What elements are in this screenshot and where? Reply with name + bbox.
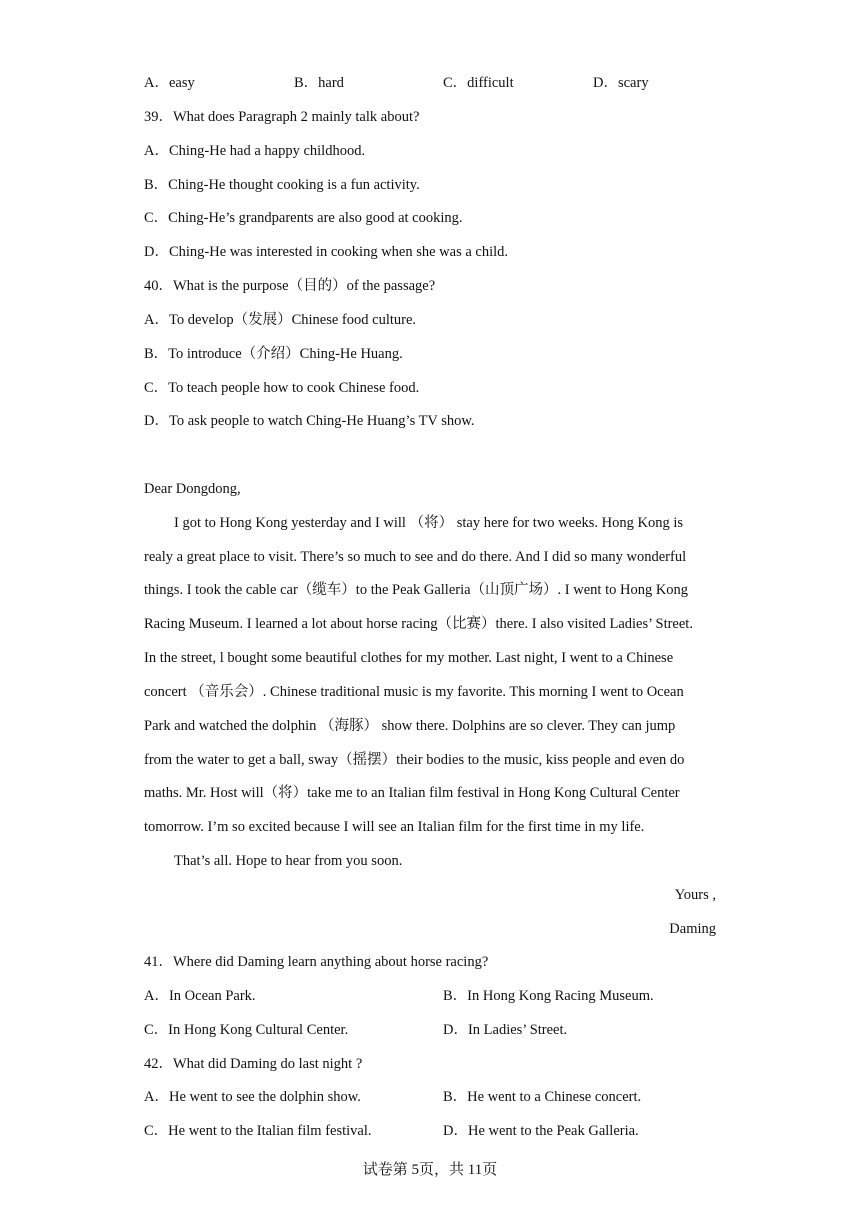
letter-line: realy a great place to visit. There’s so much to see and do there. And I did so many wonderful bbox=[144, 549, 687, 565]
letter-greeting: Dear Dongdong, bbox=[144, 481, 241, 497]
letter-line: things. I took the cable car（缆车）to the Peak Galleria（山顶广场）. I went to Hong Kong bbox=[144, 582, 689, 598]
letter-line: tomorrow. I’m so excited because I will see an Italian film for the first time in my life. bbox=[144, 819, 645, 835]
q41-question: 41．Where did Daming learn anything about horse racing? bbox=[144, 954, 489, 970]
q40-question: 40．What is the purpose（目的）of the passage? bbox=[144, 278, 436, 294]
q40-option-a: A．To develop（发展）Chinese food culture. bbox=[144, 312, 417, 328]
q41-options-row-2 bbox=[144, 1021, 744, 1039]
q41-option-b: B．In Hong Kong Racing Museum. bbox=[443, 988, 654, 1004]
q39-option-b: B．Ching-He thought cooking is a fun activity. bbox=[144, 177, 420, 193]
letter-closing-line: That’s all. Hope to hear from you soon. bbox=[174, 853, 403, 869]
q42-option-c: C．He went to the Italian film festival. bbox=[144, 1123, 372, 1139]
q38-option-a: A．easy bbox=[144, 75, 195, 91]
q42-option-b: B．He went to a Chinese concert. bbox=[443, 1089, 642, 1105]
letter-line: I got to Hong Kong yesterday and I will （将） stay here for two weeks. Hong Kong is bbox=[174, 515, 684, 531]
q38-option-d: D．scary bbox=[593, 75, 649, 91]
letter-line: Park and watched the dolphin （海豚） show there. Dolphins are so clever. They can jump bbox=[144, 718, 676, 734]
q38-option-c: C．difficult bbox=[443, 75, 514, 91]
q38-option-b: B．hard bbox=[294, 75, 344, 91]
q42-option-a: A．He went to see the dolphin show. bbox=[144, 1089, 361, 1105]
q40-option-b: B．To introduce（介绍）Ching-He Huang. bbox=[144, 346, 403, 362]
q41-options-row-1 bbox=[144, 987, 744, 1005]
q40-option-d: D．To ask people to watch Ching-He Huang’s TV show. bbox=[144, 413, 475, 429]
letter-sign-off: Yours , bbox=[674, 887, 716, 903]
letter-signature: Daming bbox=[669, 921, 716, 937]
q41-option-d: D．In Ladies’ Street. bbox=[443, 1022, 568, 1038]
q42-options-row-1 bbox=[144, 1088, 744, 1106]
q38-options bbox=[144, 74, 744, 92]
q42-option-d: D．He went to the Peak Galleria. bbox=[443, 1123, 639, 1139]
letter-line: maths. Mr. Host will（将）take me to an Italian film festival in Hong Kong Cultural Center bbox=[144, 785, 680, 801]
q39-option-a: A．Ching-He had a happy childhood. bbox=[144, 143, 366, 159]
q40-option-c: C．To teach people how to cook Chinese food. bbox=[144, 380, 420, 396]
letter-line: In the street, l bought some beautiful clothes for my mother. Last night, I went to a Chinese bbox=[144, 650, 674, 666]
q41-option-c: C．In Hong Kong Cultural Center. bbox=[144, 1022, 349, 1038]
q39-option-d: D．Ching-He was interested in cooking when she was a child. bbox=[144, 244, 509, 260]
page-footer: 试卷第 5页，共 11页 bbox=[362, 1162, 498, 1178]
letter-line: concert （音乐会）. Chinese traditional music is my favorite. This morning I went to Ocean bbox=[144, 684, 684, 700]
q42-options-row-2 bbox=[144, 1122, 744, 1140]
q41-option-a: A．In Ocean Park. bbox=[144, 988, 256, 1004]
letter-line: Racing Museum. I learned a lot about horse racing（比赛）there. I also visited Ladies’ Street. bbox=[144, 616, 693, 632]
letter-line: from the water to get a ball, sway（摇摆）their bodies to the music, kiss people and even do bbox=[144, 752, 685, 768]
q42-question: 42．What did Daming do last night ? bbox=[144, 1056, 363, 1072]
q39-option-c: C．Ching-He’s grandparents are also good at cooking. bbox=[144, 210, 463, 226]
q39-question: 39．What does Paragraph 2 mainly talk about? bbox=[144, 109, 420, 125]
